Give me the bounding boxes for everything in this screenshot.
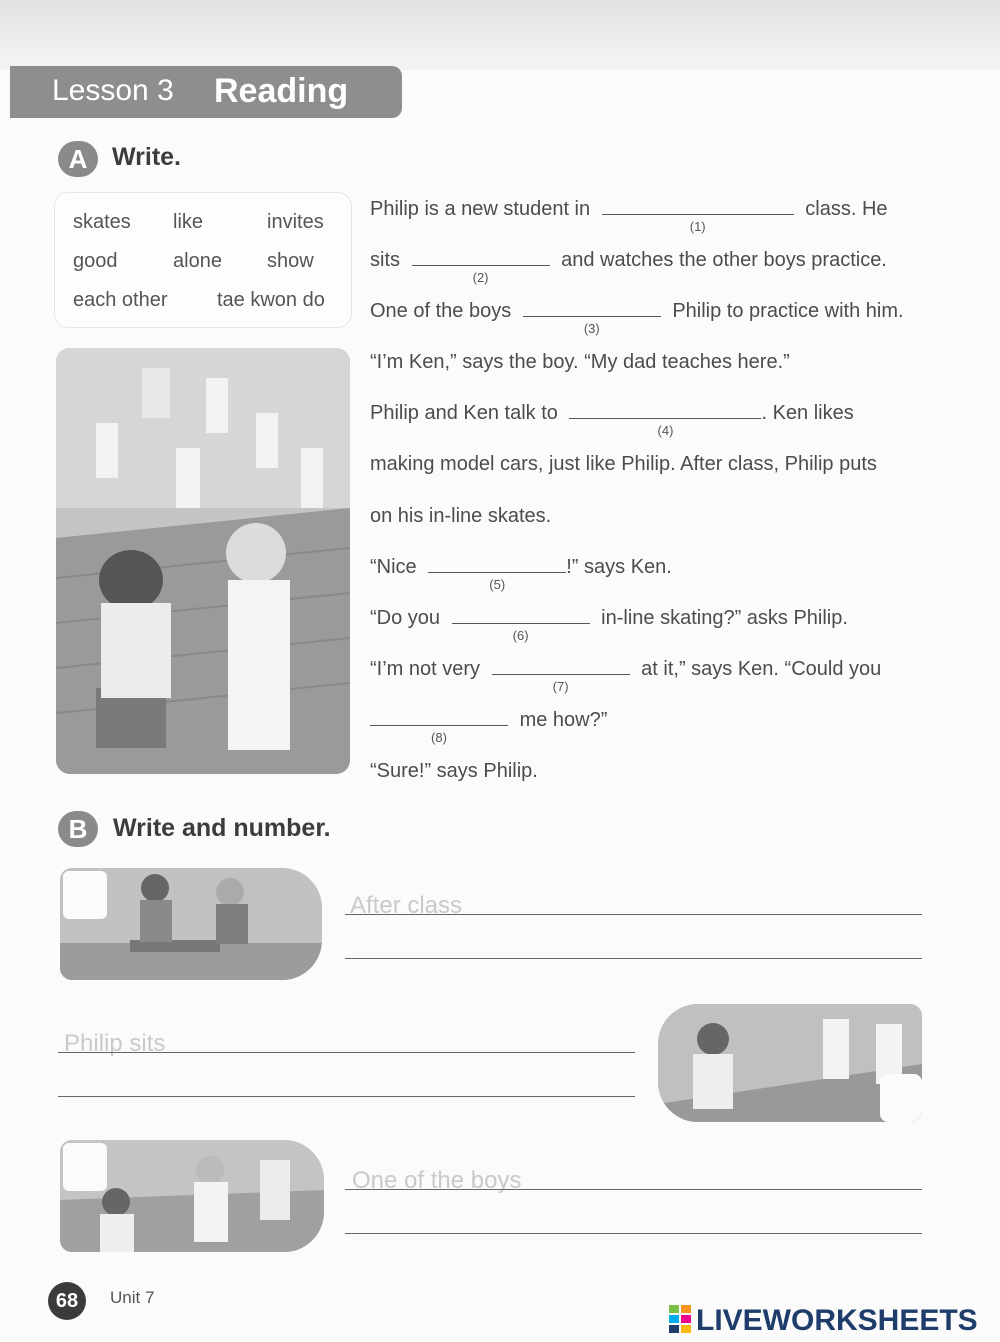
story-line-2 (370, 249, 887, 285)
story-text: Philip to practice with him. (672, 300, 904, 322)
story-text: Philip and Ken talk to (370, 402, 558, 424)
answer-line-4[interactable] (58, 1096, 635, 1097)
brand-wordmark: LIVEWORKSHEETS (696, 1304, 978, 1337)
story-text: sits (370, 249, 400, 271)
blank-number: (7) (552, 679, 569, 694)
lesson-title: Reading (214, 72, 349, 110)
word-bank-item: skates (73, 211, 131, 233)
liveworksheets-logo-icon (669, 1305, 691, 1333)
story-line-4: “I’m Ken,” says the boy. “My dad teaches here.” (370, 351, 790, 373)
word-bank-item: like (173, 211, 204, 233)
skates-picture (60, 868, 322, 980)
story-line-7: on his in-line skates. (370, 505, 552, 527)
story-text: Philip is a new student in (370, 198, 591, 220)
story-line-10 (370, 658, 882, 694)
word-bank-item: show (267, 250, 314, 272)
blank-number: (1) (689, 219, 706, 234)
word-bank-item: good (73, 250, 118, 272)
blank-1[interactable] (602, 198, 794, 234)
story-text: in-line skating?” asks Philip. (601, 607, 848, 629)
unit-label: Unit 7 (110, 1288, 155, 1307)
story-line-1 (370, 198, 888, 234)
blank-8[interactable] (370, 709, 508, 745)
story-line-6: making model cars, just like Philip. After class, Philip puts (370, 453, 877, 475)
blank-6[interactable] (452, 607, 590, 643)
story-text: “I’m not very (370, 658, 481, 680)
blank-number: (8) (431, 730, 447, 745)
blank-4[interactable] (569, 402, 761, 438)
answer-line-3[interactable] (58, 1052, 635, 1053)
section-a-badge: A (58, 141, 98, 177)
story-text: One of the boys (370, 300, 512, 322)
page-number: 68 (48, 1282, 86, 1320)
story-line-12: “Sure!” says Philip. (370, 760, 538, 782)
blank-7[interactable] (492, 658, 630, 694)
story-text: . Ken likes (761, 402, 854, 424)
blank-5[interactable] (428, 556, 566, 592)
blank-2[interactable] (412, 249, 550, 285)
story-text: me how?” (519, 709, 608, 731)
story-line-5 (370, 402, 854, 438)
lesson-label: Lesson 3 (52, 74, 174, 107)
story-line-8 (370, 556, 672, 592)
dojo-illustration (56, 348, 350, 774)
blank-number: (2) (472, 270, 489, 285)
story-line-11 (370, 709, 608, 745)
word-bank-item: invites (267, 211, 324, 233)
section-a-title: Write. (112, 143, 181, 171)
prompt-1: After class (350, 892, 463, 919)
section-b-badge: B (58, 811, 98, 847)
blank-3[interactable] (523, 300, 661, 336)
word-bank (54, 192, 352, 328)
story-text: “Nice (370, 556, 417, 578)
word-bank-item: tae kwon do (217, 289, 325, 311)
story-text: at it,” says Ken. “Could you (641, 658, 882, 680)
blank-number: (4) (657, 423, 674, 438)
blank-number: (5) (489, 577, 506, 592)
prompt-3: One of the boys (352, 1167, 522, 1194)
answer-line-2[interactable] (345, 958, 922, 959)
blank-number: (3) (583, 321, 600, 336)
prompt-2: Philip sits (64, 1030, 166, 1057)
answer-line-1[interactable] (345, 914, 922, 915)
lesson-header-bar (10, 66, 402, 118)
blank-number: (6) (512, 628, 529, 643)
story-text: class. He (805, 198, 888, 220)
story-line-9 (370, 607, 848, 643)
header-texture (0, 0, 1000, 70)
word-bank-item: alone (173, 250, 222, 272)
word-bank-item: each other (73, 289, 168, 311)
sitting-picture (658, 1004, 922, 1122)
answer-line-6[interactable] (345, 1233, 922, 1234)
section-b-title: Write and number. (113, 814, 331, 842)
answer-line-5[interactable] (345, 1189, 922, 1190)
story-text: and watches the other boys practice. (561, 249, 887, 271)
story-text: “Do you (370, 607, 441, 629)
invite-picture (60, 1140, 324, 1252)
story-text: !” says Ken. (566, 556, 672, 578)
story-line-3 (370, 300, 904, 336)
